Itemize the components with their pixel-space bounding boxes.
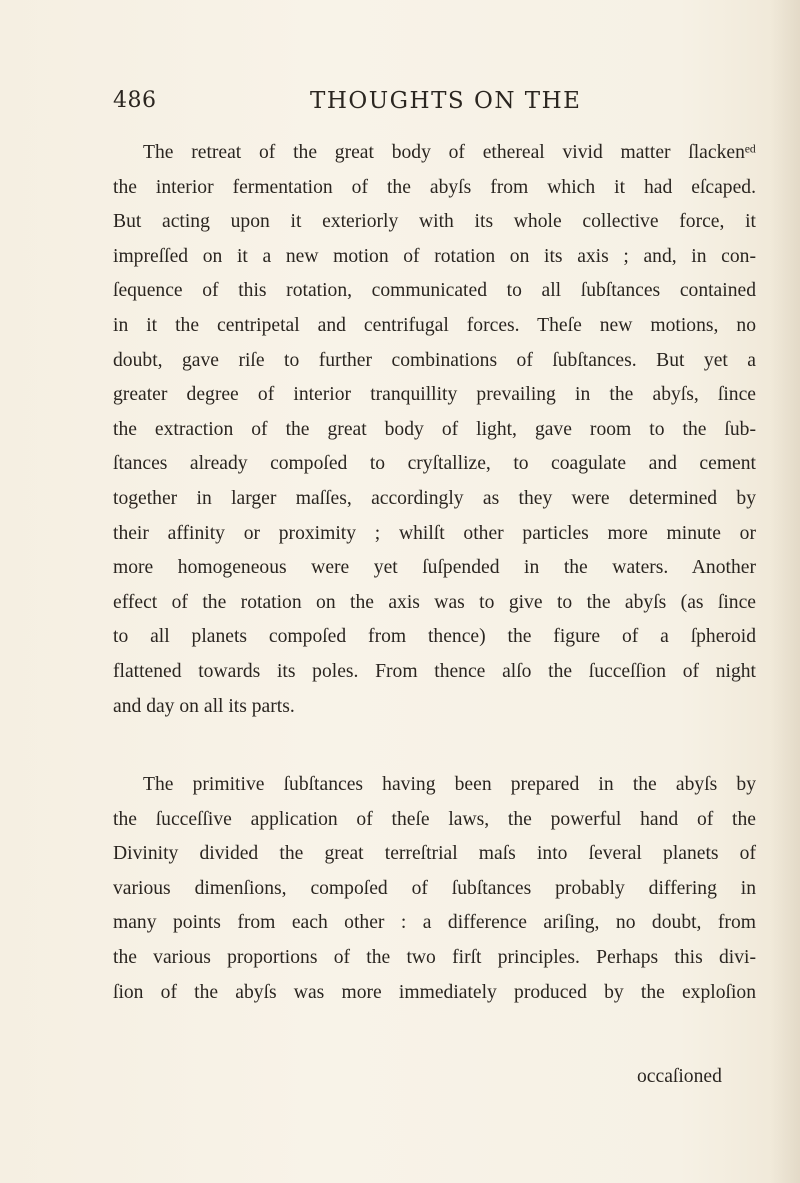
text-line: and day on all its parts. bbox=[113, 695, 295, 717]
text-line: various dimenſions, compoſed of ſubſtances probably differing in bbox=[113, 877, 756, 899]
text-line: The retreat of the great body of ethereal vivid matter ſlackenᵉᵈ bbox=[143, 142, 756, 163]
body-text bbox=[113, 136, 756, 1010]
paragraph-1 bbox=[113, 136, 756, 724]
paragraph-2 bbox=[113, 768, 756, 1010]
page-number: 486 bbox=[113, 88, 157, 113]
text-line: ſtances already compoſed to cryſtallize, to coagulate and cement bbox=[113, 453, 756, 475]
text-line: together in larger maſſes, accordingly as they were determined by bbox=[113, 487, 756, 509]
text-line: impreſſed on it a new motion of rotation on its axis ; and, in con- bbox=[113, 245, 756, 267]
text-line: to all planets compoſed from thence) the figure of a ſpheroid bbox=[113, 626, 756, 648]
text-line: in it the centripetal and centrifugal forces. Theſe new motions, no bbox=[113, 314, 756, 336]
text-line: their affinity or proximity ; whilſt other particles more minute or bbox=[113, 522, 756, 544]
text-line: ſion of the abyſs was more immediately produced by the exploſion bbox=[113, 981, 756, 1003]
catchword: occaſioned bbox=[637, 1066, 722, 1087]
paragraph-gap bbox=[113, 724, 756, 768]
text-line: effect of the rotation on the axis was to give to the abyſs (as ſince bbox=[113, 591, 756, 613]
text-line: ſequence of this rotation, communicated to all ſubſtances contained bbox=[113, 280, 756, 302]
text-line: But acting upon it exteriorly with its whole collective force, it bbox=[113, 211, 756, 233]
text-line: the interior fermentation of the abyſs from which it had eſcaped. bbox=[113, 176, 756, 198]
text-line: greater degree of interior tranquillity prevailing in the abyſs, ſince bbox=[113, 384, 756, 406]
text-line: The primitive ſubſtances having been prepared in the abyſs by bbox=[143, 774, 756, 796]
text-line: Divinity divided the great terreſtrial maſs into ſeveral planets of bbox=[113, 843, 756, 865]
text-line: more homogeneous were yet ſuſpended in the waters. Another bbox=[113, 557, 756, 579]
page-header bbox=[113, 88, 753, 122]
text-line: many points from each other : a difference ariſing, no doubt, from bbox=[113, 912, 756, 934]
text-line: the ſucceſſive application of theſe laws, the powerful hand of the bbox=[113, 808, 756, 830]
text-line: the extraction of the great body of light, gave room to the ſub- bbox=[113, 418, 756, 440]
text-line: the various proportions of the two firſt principles. Perhaps this divi- bbox=[113, 947, 756, 969]
text-line: flattened towards its poles. From thence alſo the ſucceſſion of night bbox=[113, 660, 756, 682]
text-line: doubt, gave riſe to further combinations of ſubſtances. But yet a bbox=[113, 349, 756, 371]
running-head: THOUGHTS ON THE bbox=[310, 88, 582, 114]
page-edge-shadow bbox=[770, 0, 800, 1183]
